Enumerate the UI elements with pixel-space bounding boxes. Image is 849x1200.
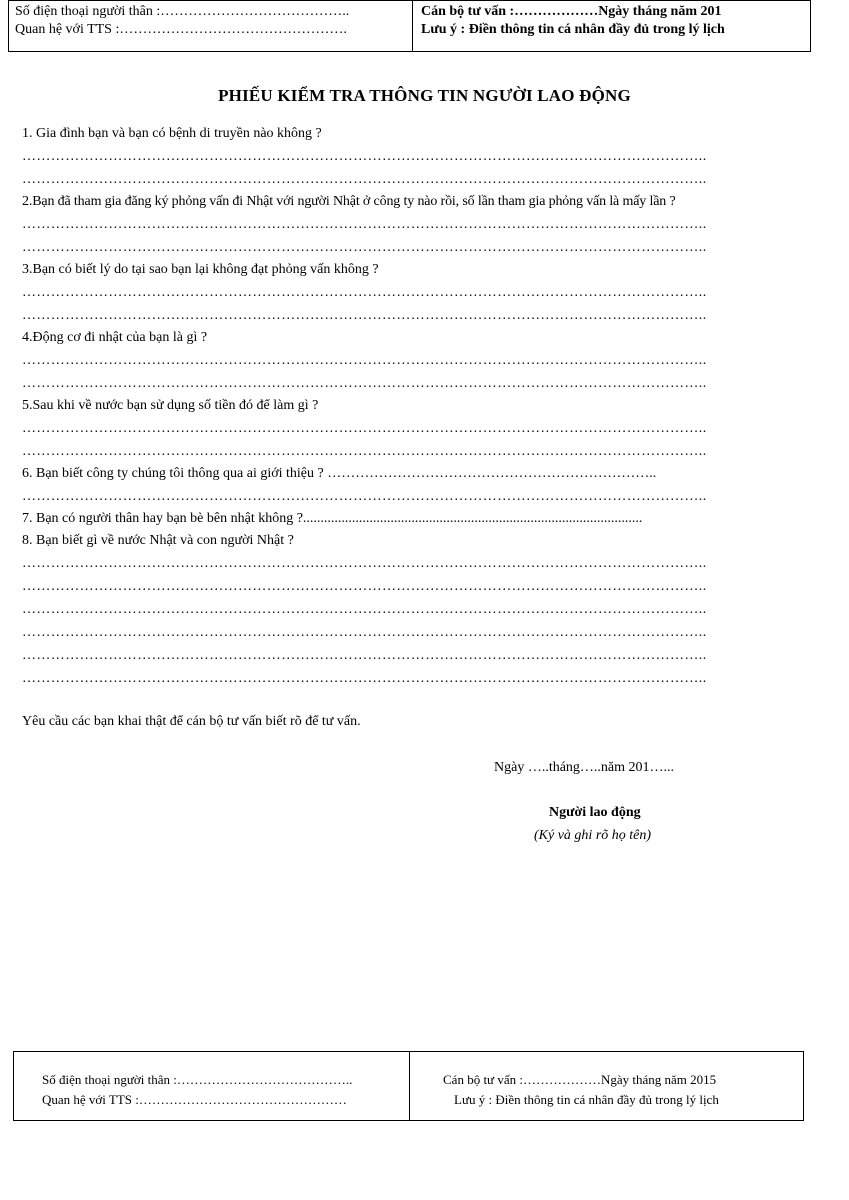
answer-line[interactable]: …………………………………………………………………………………………………………………………….. bbox=[22, 240, 707, 255]
answer-line[interactable]: …………………………………………………………………………………………………………………………….. bbox=[22, 602, 707, 617]
question-7[interactable]: 7. Bạn có người thân hay bạn bè bên nhật không ?................................................................................................. bbox=[22, 511, 643, 526]
date-line[interactable]: Ngày …..tháng…..năm 201…... bbox=[494, 760, 675, 775]
question-2: 2.Bạn đã tham gia đăng ký phỏng vấn đi Nhật với người Nhật ở công ty nào rồi, số lần tham gia phỏng vấn là mấy lần ? bbox=[22, 194, 676, 209]
footer-box bbox=[13, 1051, 804, 1121]
answer-line[interactable]: …………………………………………………………………………………………………………………………….. bbox=[22, 671, 707, 686]
footer-right-cell bbox=[409, 1052, 803, 1120]
header-right-cell bbox=[412, 1, 810, 51]
answer-line[interactable]: …………………………………………………………………………………………………………………………….. bbox=[22, 444, 707, 459]
header-advisor-text: Cán bộ tư vấn :………………Ngày tháng năm 201 bbox=[421, 4, 722, 19]
question-1: 1. Gia đình bạn và bạn có bệnh di truyền nào không ? bbox=[22, 126, 322, 141]
answer-line[interactable]: …………………………………………………………………………………………………………………………….. bbox=[22, 285, 707, 300]
question-6[interactable]: 6. Bạn biết công ty chúng tôi thông qua ai giới thiệu ? …………………………………………………………….. bbox=[22, 466, 657, 481]
answer-line[interactable]: …………………………………………………………………………………………………………………………….. bbox=[22, 172, 707, 187]
answer-line[interactable]: …………………………………………………………………………………………………………………………….. bbox=[22, 648, 707, 663]
header-phone-text: Số điện thoại người thân :………………………………….. bbox=[15, 4, 350, 19]
footer-phone-text: Số điện thoại người thân :………………………………….. bbox=[42, 1072, 353, 1087]
header-left-cell bbox=[9, 1, 412, 51]
answer-line[interactable]: …………………………………………………………………………………………………………………………….. bbox=[22, 353, 707, 368]
question-3: 3.Bạn có biết lý do tại sao bạn lại không đạt phỏng vấn không ? bbox=[22, 262, 379, 277]
header-note-text: Lưu ý : Điền thông tin cá nhân đầy đủ trong lý lịch bbox=[421, 22, 725, 37]
signer-title: Người lao động bbox=[549, 805, 641, 820]
header-box bbox=[8, 0, 811, 52]
footer-left-cell bbox=[14, 1052, 409, 1120]
answer-line[interactable]: …………………………………………………………………………………………………………………………….. bbox=[22, 489, 707, 504]
answer-line[interactable]: …………………………………………………………………………………………………………………………….. bbox=[22, 625, 707, 640]
footer-note-text: Lưu ý : Điền thông tin cá nhân đầy đủ trong lý lịch bbox=[454, 1092, 719, 1107]
answer-line[interactable]: …………………………………………………………………………………………………………………………….. bbox=[22, 556, 707, 571]
request-text: Yêu cầu các bạn khai thật để cán bộ tư vấn biết rõ để tư vấn. bbox=[22, 714, 361, 729]
footer-relation-text: Quan hệ với TTS :………………………………………… bbox=[42, 1092, 347, 1107]
answer-line[interactable]: …………………………………………………………………………………………………………………………….. bbox=[22, 421, 707, 436]
answer-line[interactable]: …………………………………………………………………………………………………………………………….. bbox=[22, 376, 707, 391]
signer-note: (Ký và ghi rõ họ tên) bbox=[534, 828, 652, 843]
answer-line[interactable]: …………………………………………………………………………………………………………………………….. bbox=[22, 308, 707, 323]
footer-advisor-text: Cán bộ tư vấn :………………Ngày tháng năm 2015 bbox=[443, 1072, 717, 1087]
answer-line[interactable]: …………………………………………………………………………………………………………………………….. bbox=[22, 579, 707, 594]
answer-line[interactable]: …………………………………………………………………………………………………………………………….. bbox=[22, 217, 707, 232]
header-relation-text: Quan hệ với TTS :…………………………………………. bbox=[15, 22, 347, 37]
question-4: 4.Động cơ đi nhật của bạn là gì ? bbox=[22, 330, 208, 345]
answer-line[interactable]: …………………………………………………………………………………………………………………………….. bbox=[22, 149, 707, 164]
question-8: 8. Bạn biết gì về nước Nhật và con người Nhật ? bbox=[22, 533, 294, 548]
form-title: PHIẾU KIỂM TRA THÔNG TIN NGƯỜI LAO ĐỘNG bbox=[218, 86, 631, 105]
question-5: 5.Sau khi về nước bạn sử dụng số tiền đó để làm gì ? bbox=[22, 398, 319, 413]
